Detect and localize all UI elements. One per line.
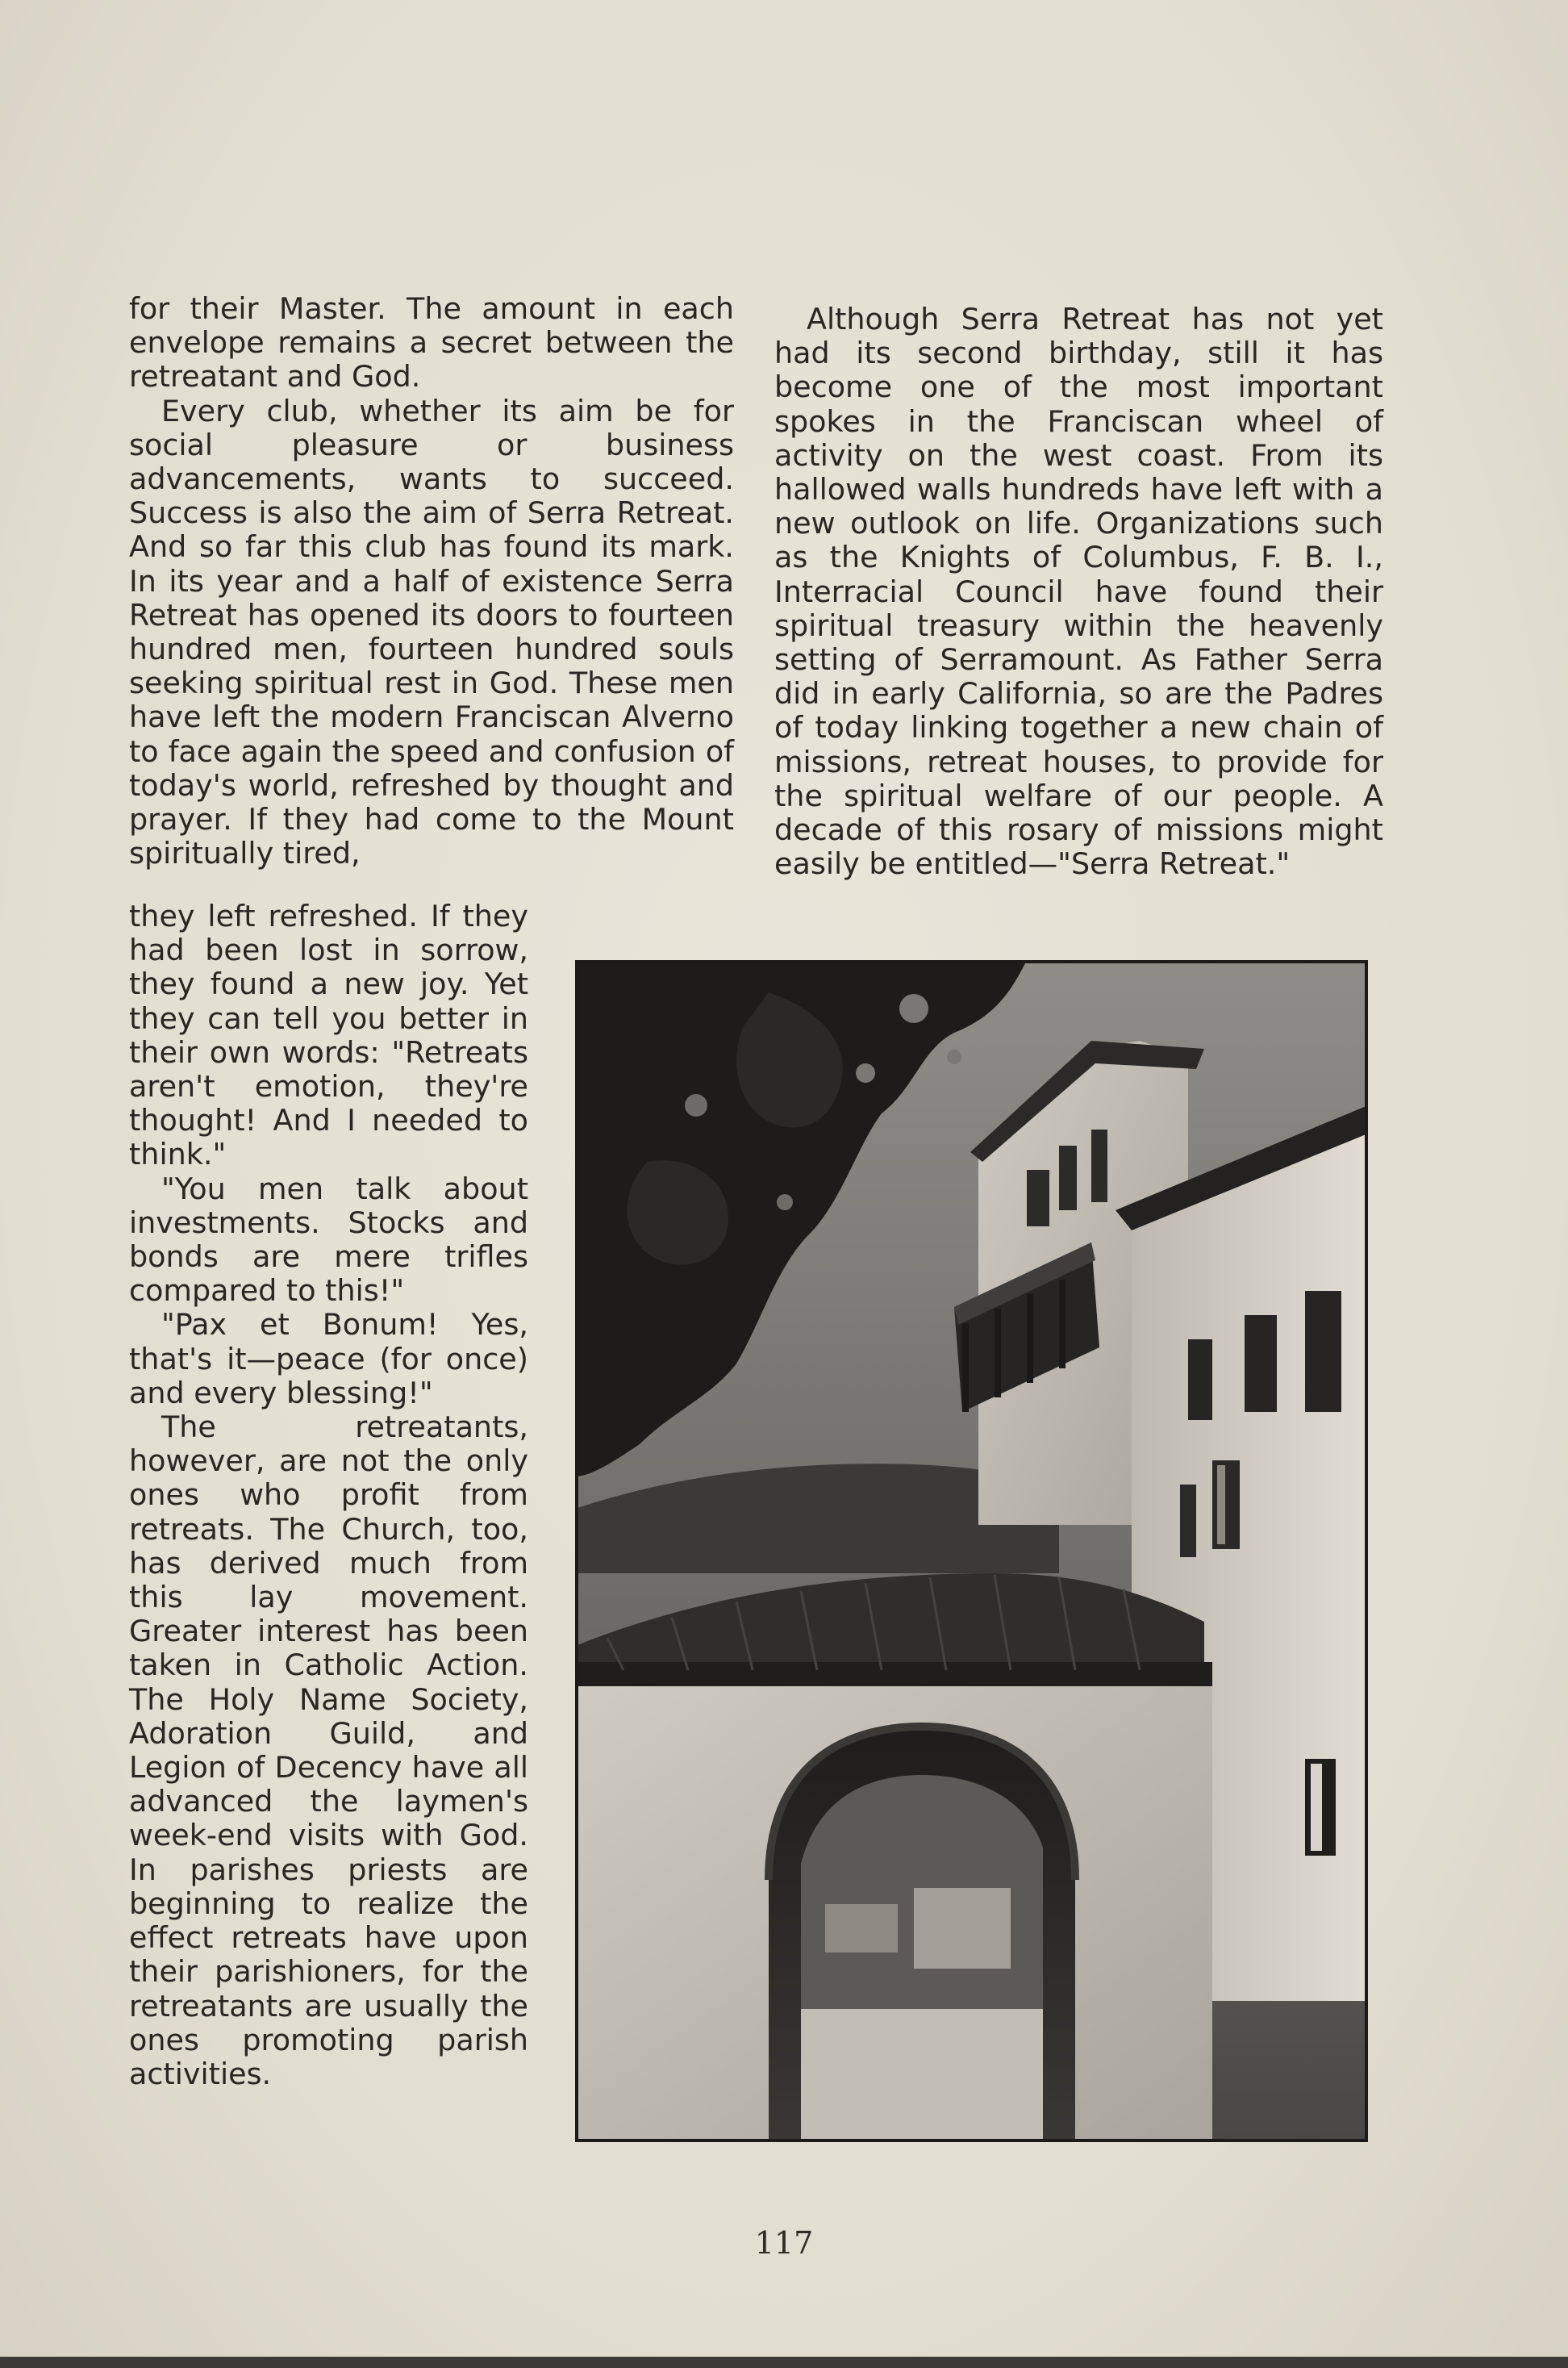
left-column-upper [129, 292, 734, 871]
quote-paragraph: "Pax et Bonum! Yes, that's it—peace (for once) and every blessing!" [129, 1307, 528, 1410]
building-photo [575, 960, 1368, 2142]
page-number: 117 [754, 2225, 814, 2261]
paragraph: Although Serra Retreat has not yet had its second birthday, still it has become one of the most important spokes in the Franciscan wheel of activity on the west coast. From its hallowed walls hundreds have left with a new outlook on life. Organizations such as the Knights of Columbus, F. B. I., Interracial Council have found their spiritual treasury within the heavenly setting of Serramount. As Father Serra did in early California, so are the Padres of today linking together a new chain of missions, retreat houses, to provide for the spiritual welfare of our people. A decade of this rosary of missions might easily be entitled—"Serra Retreat." [774, 302, 1383, 882]
paragraph: they left refreshed. If they had been lost in sorrow, they found a new joy. Yet they can tell you better in their own words: "Retreats aren't emotion, they're thought! And I needed to think." [129, 899, 528, 1172]
paragraph: for their Master. The amount in each envelope remains a secret between the retreatant and God. [129, 291, 734, 395]
right-column [774, 303, 1383, 881]
paragraph: The retreatants, however, are not the only ones who profit from retreats. The Church, too, has derived much from this lay movement. Greater interest has been taken in Catholic Action. The Holy Name Society, Adoration Guild, and Legion of Decency have all advanced the laymen's week-end visits with God. In parishes priests are beginning to realize the effect retreats have upon their parishioners, for the retreatants are usually the ones promoting parish activities. [129, 1410, 528, 2091]
paragraph: Every club, whether its aim be for social pleasure or business advancements, wants to succeed. Success is also the aim of Serra Retreat. And so far this club has found its mark. In its year and a half of existence Serra Retreat has opened its doors to fourteen hundred men, fourteen hundred souls seeking spiritual rest in God. These men have left the modern Franciscan Alverno to face again the speed and confusion of today's world, refreshed by thought and prayer. If they had come to the Mount spiritually tired, [129, 393, 734, 871]
photo-illustration [575, 960, 1368, 2142]
page-bottom-edge [0, 2357, 1568, 2368]
left-column-wrapped [129, 900, 528, 2091]
quote-paragraph: "You men talk about investments. Stocks and bonds are mere trifles compared to this!" [129, 1171, 528, 1309]
